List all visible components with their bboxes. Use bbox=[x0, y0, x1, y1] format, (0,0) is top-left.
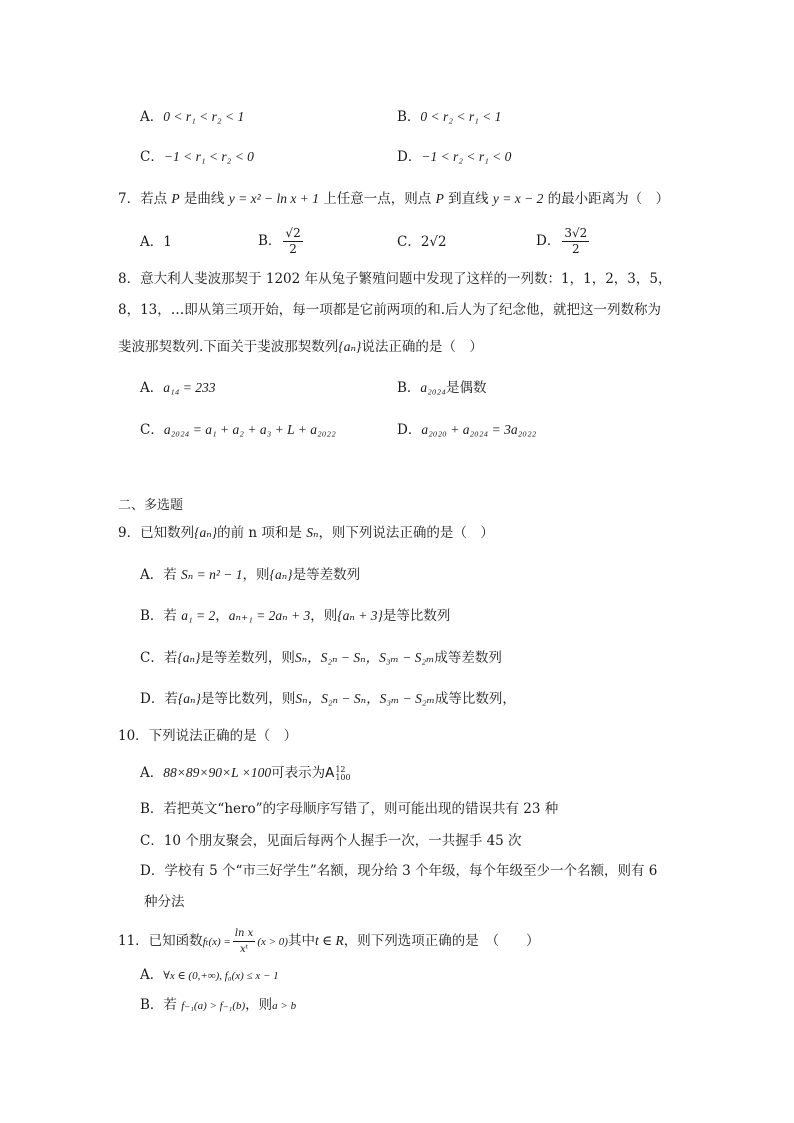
curve-expr: y = x² − ln x + 1 bbox=[228, 191, 319, 206]
option-expr: a₁ = 2 bbox=[181, 608, 216, 623]
option-label: A． bbox=[140, 234, 164, 250]
option-expr: a₂₀₂₄ bbox=[420, 380, 446, 395]
q6-option-c bbox=[140, 148, 254, 166]
q8-option-b bbox=[397, 379, 486, 397]
stem-text: 7．若点 bbox=[118, 191, 172, 207]
stem-text: 斐波那契数列.下面关于斐波那契数列 bbox=[118, 339, 339, 355]
option-text: 成等比数列， bbox=[434, 691, 516, 707]
denominator: 2 bbox=[289, 242, 297, 256]
option-expr: Sₙ，S₂ₙ − Sₙ，S₃ₘ − S₂ₘ bbox=[295, 691, 435, 706]
option-text: 可表示为 bbox=[271, 765, 326, 781]
option-expr: f₋₁(a) > f₋₁(b) bbox=[181, 1000, 246, 1012]
q9-option-a bbox=[140, 566, 360, 584]
q7-option-c bbox=[397, 233, 447, 251]
fraction bbox=[562, 226, 589, 257]
q7-option-a bbox=[140, 233, 172, 251]
option-text: ，则 bbox=[310, 608, 338, 624]
option-expr: 88×89×90×L ×100 bbox=[163, 765, 272, 780]
option-label: B．若 bbox=[140, 608, 182, 624]
q11-stem bbox=[118, 926, 539, 957]
sum-symbol: Sₙ bbox=[306, 525, 319, 540]
q10-option-d-line2: 种分法 bbox=[144, 894, 185, 910]
option-text: ，则 bbox=[242, 567, 270, 583]
option-label: A． bbox=[140, 380, 164, 396]
q9-option-d bbox=[140, 690, 516, 708]
separator: ， bbox=[215, 608, 229, 624]
option-label: A．若 bbox=[140, 567, 182, 583]
q6-option-a bbox=[140, 108, 244, 126]
function-expr: fₜ(x) = bbox=[202, 936, 231, 948]
option-expr: ∀x ∈ (0,+∞), f₀(x) ≤ x − 1 bbox=[163, 970, 279, 982]
option-label: B．若 bbox=[140, 997, 182, 1013]
sequence-set: {aₙ + 3} bbox=[337, 608, 383, 623]
option-text: 是等差数列，则 bbox=[200, 650, 295, 666]
q10-stem: 10．下列说法正确的是（ ） bbox=[118, 728, 298, 744]
option-label: A． bbox=[140, 765, 164, 781]
option-text: 是等差数列 bbox=[292, 567, 361, 583]
section-title: 二、多选题 bbox=[118, 498, 184, 513]
sequence-set: {aₙ} bbox=[177, 650, 201, 665]
numerator: √2 bbox=[285, 226, 301, 240]
option-text: 是等比数列，则 bbox=[200, 691, 296, 707]
option-expr: a₂₀₂₄ = a₁ + a₂ + a₃ + L + a₂₀₂₂ bbox=[163, 422, 336, 437]
q7-option-b bbox=[258, 226, 305, 257]
sequence-set: {aₙ} bbox=[338, 339, 362, 354]
option-label: C． bbox=[397, 234, 421, 250]
arrangement-upper: 12 bbox=[335, 764, 346, 774]
q8-option-d bbox=[397, 421, 536, 439]
option-expr: 0 < r₁ < r₂ < 1 bbox=[163, 109, 245, 124]
option-text: 成等差数列 bbox=[434, 650, 502, 666]
stem-text: 到直线 bbox=[443, 191, 493, 207]
point-p: P bbox=[171, 191, 180, 206]
stem-text: 的前 n 项和是 bbox=[217, 525, 307, 541]
fraction bbox=[283, 226, 302, 257]
q9-option-c bbox=[140, 649, 502, 667]
option-label: A． bbox=[140, 967, 164, 983]
q7-option-d bbox=[536, 226, 591, 257]
option-expr: Sₙ = n² − 1 bbox=[181, 567, 243, 582]
q8-option-a bbox=[140, 379, 216, 397]
stem-text: ，则下列说法正确的是（ ） bbox=[318, 525, 494, 541]
option-label: D． bbox=[397, 422, 422, 438]
q6-option-d bbox=[397, 148, 511, 166]
fraction bbox=[233, 926, 255, 957]
q8-stem-line1: 8．意大利人斐波那契于 1202 年从兔子繁殖问题中发现了这样的一列数：1，1，2，3，5， bbox=[118, 271, 672, 287]
option-text: ，则 bbox=[245, 997, 273, 1013]
stem-text: 其中 bbox=[287, 933, 315, 949]
stem-text: 的最小距离为（ ） bbox=[543, 191, 670, 207]
q7-stem bbox=[118, 190, 669, 208]
option-text: 是等比数列 bbox=[382, 608, 451, 624]
option-label: B． bbox=[397, 109, 421, 125]
denominator: 2 bbox=[571, 242, 580, 256]
option-expr: −1 < r₁ < r₂ < 0 bbox=[163, 149, 254, 164]
option-label: C． bbox=[140, 149, 164, 165]
q11-option-a bbox=[140, 966, 279, 985]
q10-option-b: B．若把英文“hero”的字母顺序写错了，则可能出现的错误共有 23 种 bbox=[140, 801, 559, 817]
option-expr: 0 < r₂ < r₁ < 1 bbox=[420, 109, 502, 124]
option-label: C． bbox=[140, 422, 164, 438]
q9-option-b bbox=[140, 607, 450, 625]
q8-option-c bbox=[140, 421, 336, 439]
sequence-set: {aₙ} bbox=[194, 525, 218, 540]
stem-text: 上任意一点，则点 bbox=[318, 191, 436, 207]
arrangement-lower: 100 bbox=[335, 772, 351, 782]
q10-option-a bbox=[140, 764, 351, 782]
stem-text: ，则下列选项正确的是 （ ） bbox=[343, 933, 540, 949]
arrangement-symbol: A bbox=[325, 765, 335, 781]
q8-stem-line3 bbox=[118, 338, 483, 356]
q11-option-b bbox=[140, 996, 296, 1015]
option-expr: Sₙ，S₂ₙ − Sₙ，S₃ₘ − S₂ₘ bbox=[294, 650, 435, 665]
numerator: ln x bbox=[233, 926, 255, 942]
domain-condition: (x > 0) bbox=[257, 936, 288, 948]
option-text: 是偶数 bbox=[445, 380, 487, 396]
q10-option-c: C．10 个朋友聚会，见面后每两个人握手一次，一共握手 45 次 bbox=[140, 833, 522, 849]
option-label: A． bbox=[140, 109, 164, 125]
point-p: P bbox=[435, 191, 444, 206]
option-expr: a > b bbox=[272, 1000, 297, 1012]
option-expr: aₙ₊₁ = 2aₙ + 3 bbox=[228, 608, 311, 623]
option-label: B． bbox=[258, 233, 282, 249]
line-expr: y = x − 2 bbox=[492, 191, 544, 206]
arrangement-indices bbox=[335, 766, 350, 782]
option-label: D． bbox=[536, 233, 561, 249]
option-label: B． bbox=[397, 380, 421, 396]
option-expr: a₂₀₂₀ + a₂₀₂₄ = 3a₂₀₂₂ bbox=[421, 422, 537, 437]
option-expr: −1 < r₂ < r₁ < 0 bbox=[421, 149, 512, 164]
stem-text: 是曲线 bbox=[179, 191, 229, 207]
stem-text: 11．已知函数 bbox=[118, 933, 203, 949]
option-expr: 1 bbox=[163, 234, 172, 250]
q6-option-b bbox=[397, 108, 501, 126]
sequence-set: {aₙ} bbox=[177, 691, 201, 706]
option-label: C．若 bbox=[140, 650, 178, 666]
param-domain: t ∈ R bbox=[314, 933, 344, 948]
denominator: xᵗ bbox=[240, 944, 249, 955]
option-label: D．若 bbox=[140, 691, 178, 707]
stem-text: 说法正确的是（ ） bbox=[361, 339, 483, 355]
numerator: 3√2 bbox=[564, 226, 588, 240]
q8-stem-line2: 8，13，…即从第三项开始，每一项都是它前两项的和.后人为了纪念他，就把这一列数称为 bbox=[118, 302, 662, 318]
option-expr: 2√2 bbox=[420, 234, 447, 250]
q9-stem bbox=[118, 524, 494, 542]
q10-option-d-line1: D．学校有 5 个“市三好学生”名额，现分给 3 个年级，每个年级至少一个名额，则有 6 bbox=[140, 863, 658, 879]
sequence-set: {aₙ} bbox=[269, 567, 293, 582]
option-label: D． bbox=[397, 149, 422, 165]
option-expr: a₁₄ = 233 bbox=[163, 380, 216, 395]
stem-text: 9．已知数列 bbox=[118, 525, 195, 541]
